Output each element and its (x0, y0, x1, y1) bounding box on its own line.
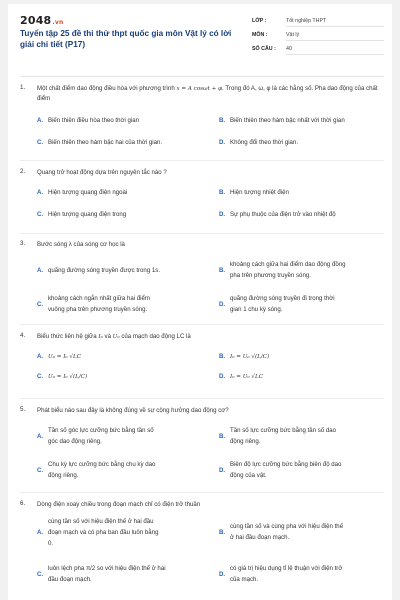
option-formula: U₀ = I₀ √LC (48, 354, 81, 360)
option-letter: B. (219, 529, 226, 536)
option-letter: D. (219, 467, 226, 474)
option-text: góc dao động riêng. (48, 438, 102, 445)
option-letter: A. (37, 433, 44, 440)
option-letter: B. (219, 189, 226, 196)
question-3 (20, 240, 384, 326)
option-text: vuông pha trên phương truyền sóng. (48, 306, 148, 313)
option-text: cùng tần số với hiệu điện thế ở hai đầu (48, 518, 154, 525)
stem-text: và (104, 333, 111, 340)
option-b[interactable] (219, 426, 384, 448)
question-divider (20, 233, 384, 234)
option-d[interactable] (219, 460, 384, 482)
logo-suffix: .vn (52, 19, 64, 26)
question-number: 2. (20, 168, 26, 175)
option-letter: D. (219, 373, 226, 380)
option-b[interactable] (219, 260, 384, 282)
option-b[interactable] (219, 522, 384, 544)
stem-text: Biểu thức liên hệ giữa (37, 333, 97, 340)
option-text: Biên độ lực cưỡng bức bằng biên độ dao (230, 461, 342, 468)
option-letter: A. (37, 189, 44, 196)
option-letter: D. (219, 139, 226, 146)
meta-label: LỚP : (252, 18, 267, 24)
header-divider (20, 76, 384, 77)
option-text: Chu kỳ lực cưỡng bức bằng chu kỳ dao (48, 461, 156, 468)
option-d[interactable] (219, 294, 384, 316)
meta-row-subject (252, 29, 384, 43)
question-divider (20, 398, 384, 399)
option-letter: D. (219, 301, 226, 308)
meta-value: Tốt nghiệp THPT (286, 18, 384, 27)
option-c[interactable] (37, 564, 212, 586)
option-formula: I₀ = U₀ √(L/C) (230, 354, 270, 360)
option-letter: A. (37, 267, 44, 274)
option-text: có giá trị hiệu dụng tỉ lệ thuận với điện trở (230, 565, 343, 572)
stem-text: Một chất điểm dao động điều hòa với phương trình (37, 85, 175, 92)
meta-row-class (252, 15, 384, 29)
option-letter: C. (37, 467, 44, 474)
question-number: 5. (20, 406, 26, 413)
option-letter: D. (219, 211, 226, 218)
meta-value: Vật lý (286, 32, 384, 41)
question-divider (20, 324, 384, 325)
meta-label: MÔN : (252, 32, 268, 38)
question-1 (20, 84, 384, 152)
option-letter: C. (37, 139, 44, 146)
option-letter: B. (219, 117, 226, 124)
option-c[interactable] (37, 460, 202, 482)
option-text: Hiện tượng quang điện ngoài (48, 189, 128, 196)
question-number: 6. (20, 500, 26, 507)
option-letter: C. (37, 301, 44, 308)
question-number: 1. (20, 84, 26, 91)
question-stem: Quang trở hoạt động dựa trên nguyên tắc nào ? (37, 169, 167, 176)
meta-label: SỐ CÂU : (252, 46, 276, 52)
option-letter: C. (37, 373, 44, 380)
symbol-u0: U₀ (112, 334, 120, 340)
question-4 (20, 332, 384, 392)
option-text: cùng tần số và cùng pha với hiệu điện thế (230, 523, 344, 530)
option-text: Sự phụ thuộc của điện trở vào nhiệt độ (230, 211, 336, 218)
option-text: Biến thiên theo hàm bậc nhất với thời gian (230, 117, 345, 124)
question-stem (37, 332, 379, 342)
question-stem: Dòng điện xoay chiều trong đoạn mạch chỉ có điện trở thuần (37, 501, 201, 508)
option-a[interactable] (37, 266, 212, 276)
option-text: Không đổi theo thời gian. (230, 139, 299, 146)
option-text: Hiện tượng quang điện trong (48, 211, 127, 218)
option-text: đoạn mạch và có pha ban đầu luôn bằng (48, 529, 159, 536)
question-stem: Phát biểu nào sau đây là không đúng về sự cộng hưởng dao động cơ? (37, 407, 229, 414)
equation: x = A cosωt + φ (176, 86, 223, 92)
option-a[interactable] (37, 426, 202, 448)
option-text: Tần số lực cưỡng bức bằng tần số dao (230, 427, 337, 434)
question-6 (20, 500, 384, 598)
option-formula: I₀ = U₀ √LC (230, 374, 263, 380)
option-text: quãng đường sóng truyền đi trong thời (230, 295, 335, 302)
option-text: Tần số góc lực cưỡng bức bằng tần số (48, 427, 154, 434)
option-letter: C. (37, 211, 44, 218)
option-text: quãng đường sóng truyền được trong 1s. (48, 267, 161, 274)
option-c[interactable] (37, 294, 202, 316)
question-5 (20, 406, 384, 494)
stem-text: của mạch dao động LC là (121, 333, 191, 340)
question-divider (20, 492, 384, 493)
option-text: động riêng. (48, 472, 79, 479)
option-letter: B. (219, 433, 226, 440)
option-text: 0. (48, 540, 54, 547)
symbol-i0: I₀ (98, 334, 103, 340)
option-text: động riêng. (230, 438, 261, 445)
question-2 (20, 168, 384, 228)
question-number: 3. (20, 240, 26, 247)
option-d[interactable] (219, 564, 384, 586)
option-text: của mạch. (230, 576, 259, 583)
site-logo[interactable] (20, 14, 63, 27)
option-text: luôn lệch pha π/2 so với hiệu điện thế ở hai (48, 565, 166, 572)
meta-row-count (252, 43, 384, 57)
header (8, 4, 392, 62)
option-text: ở hai đầu đoạn mạch. (230, 534, 290, 541)
option-formula: U₀ = I₀ √(L/C) (48, 374, 88, 380)
stem-text: . Trong đó A, ω, φ là các hằng số. Pha dao động của chất điểm (37, 85, 378, 102)
option-text: pha trên phương truyền sóng. (230, 272, 311, 279)
option-letter: C. (37, 571, 44, 578)
option-text: Biến thiên điều hòa theo thời gian (48, 117, 140, 124)
option-text: Biến thiên theo hàm bậc hai của thời gian. (48, 139, 163, 146)
question-divider (20, 160, 384, 161)
option-text: động của vật. (230, 472, 267, 479)
option-letter: A. (37, 529, 44, 536)
option-text: gian 1 chu kỳ sóng. (230, 306, 283, 313)
option-text: đầu đoạn mạch. (48, 576, 92, 583)
page-title: Tuyển tập 25 đề thi thử thpt quốc gia môn Vật lý có lời giải chi tiết (P17) (20, 29, 232, 49)
option-text: khoảng cách ngắn nhất giữa hai điểm (48, 295, 150, 302)
option-text: khoảng cách giữa hai điểm dao động đồng (230, 261, 346, 268)
question-stem (37, 84, 379, 104)
question-number: 4. (20, 332, 26, 339)
option-letter: B. (219, 267, 226, 274)
logo-text: 2048 (20, 14, 52, 27)
option-letter: D. (219, 571, 226, 578)
exam-page (8, 4, 392, 600)
option-a[interactable] (37, 517, 212, 549)
option-text: Hiện tượng nhiệt điện (230, 189, 289, 196)
question-stem: Bước sóng λ của sóng cơ học là (37, 241, 125, 248)
option-letter: B. (219, 353, 226, 360)
option-letter: A. (37, 353, 44, 360)
meta-info (252, 15, 384, 57)
meta-value: 40 (286, 46, 384, 55)
option-letter: A. (37, 117, 44, 124)
